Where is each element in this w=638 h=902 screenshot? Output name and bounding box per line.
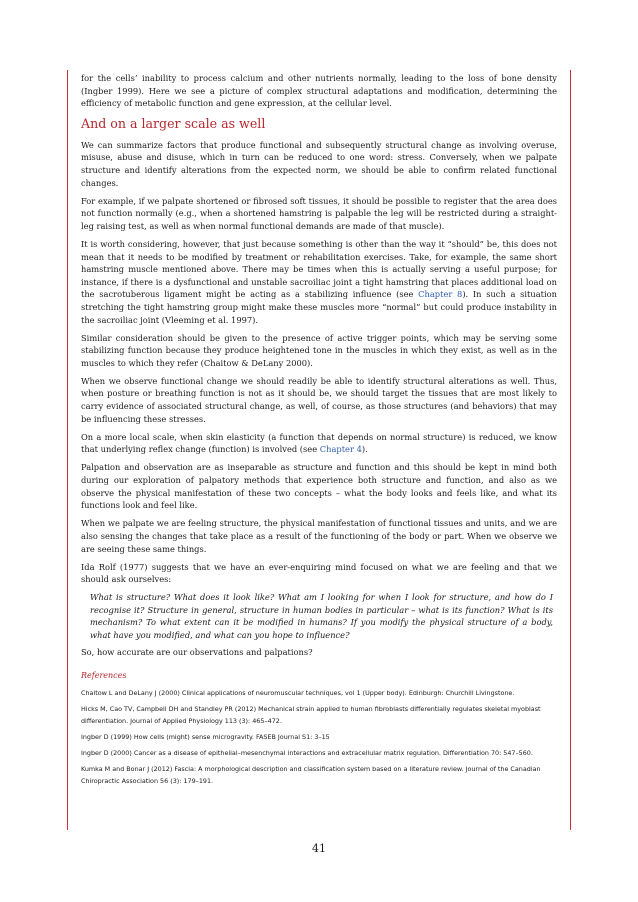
text-span: On a more local scale, when skin elasticity (a function that depends on normal structure) is reduced, we know that underlying reflex change (function) is involved (see xyxy=(81,431,557,455)
chapter-8-link[interactable]: Chapter 8 xyxy=(418,289,463,300)
right-margin-rule xyxy=(570,70,571,830)
paragraph xyxy=(81,238,557,326)
section-heading: And on a larger scale as well xyxy=(81,115,266,131)
block-quote: What is structure? What does it look like? What am I looking for when I look for structure, and how do I recognise it? Structure in general, structure in human bodies in particular – what is its function? What is its mechanism? To what extent can it be modified in humans? If you modify the physical structure of a body, what have you modified, and what can you hope to influence? xyxy=(90,592,553,641)
left-margin-rule xyxy=(67,70,68,830)
paragraph: Similar consideration should be given to the presence of active trigger points, which may be serving some stabilizing function because they produce heightened tone in the muscles in which they exist, as well as in the muscles to which they refer (Chaitow & DeLany 2000). xyxy=(81,332,557,368)
text-span: ). In such a situation stretching the tight hamstring group might make these muscles more “normal” but could produce instability in the sacroiliac joint (Vleeming et al. 1997). xyxy=(81,289,557,325)
paragraph: When we observe functional change we should readily be able to identify structural alterations as well. Thus, when posture or breathing function is not as it should be, we should target the tissues that are most likely to carry evidence of associated structural change, as well, of course, as those structures (and behaviors) that may be influencing these stresses. xyxy=(81,375,557,424)
reference-item: Ingber D (1999) How cells (might) sense microgravity. FASEB Journal S1: 3–15 xyxy=(81,733,330,742)
paragraph: So, how accurate are our observations and palpations? xyxy=(81,646,313,657)
paragraph xyxy=(81,431,557,456)
page-number: 41 xyxy=(312,842,326,855)
page-body xyxy=(81,72,557,792)
paragraph: Ida Rolf (1977) suggests that we have an ever-enquiring mind focused on what we are feeling and that we should ask ourselves: xyxy=(81,561,557,585)
text-span: ). xyxy=(361,444,368,455)
paragraph: When we palpate we are feeling structure, the physical manifestation of functional tissues and units, and we are also sensing the changes that take place as a result of the functioning of the body or part. When we observe we are seeing these same things. xyxy=(81,518,557,554)
paragraph: We can summarize factors that produce functional and subsequently structural change as involving overuse, misuse, abuse and disuse, which in turn can be reduced to one word: stress. Conversely, when we palpate structure and identify alterations from the expected norm, we should be able to confirm related functional changes. xyxy=(81,139,557,188)
reference-item: Kumka M and Bonar J (2012) Fascia: A morphological description and classification system based on a literature review. Journal of the Canadian Chiropractic Association 56 (3): 179–191. xyxy=(81,765,541,785)
reference-item: Hicks M, Cao TV, Campbell DH and Standley PR (2012) Mechanical strain applied to human fibroblasts differentially regulates skeletal myoblast differentiation. Journal of Applied Physiology 113 (3): 465–472. xyxy=(81,705,541,725)
paragraph: Palpation and observation are as inseparable as structure and function and this should be kept in mind both during our exploration of palpatory methods that experience both structure and function, and also as we observe the physical manifestation of these two concepts – what the body looks and feels like, and what its functions look and feel like. xyxy=(81,462,557,511)
chapter-4-link[interactable]: Chapter 4 xyxy=(319,444,362,455)
paragraph: for the cells’ inability to process calcium and other nutrients normally, leading to the loss of bone density (Ingber 1999). Here we see a picture of complex structural adaptations and modification, determining the efficiency of metabolic function and gene expression, at the cellular level. xyxy=(81,73,557,109)
reference-item: Chaitow L and DeLany J (2000) Clinical applications of neuromuscular techniques, vol 1 (Upper body). Edinburgh: Churchill Livingstone. xyxy=(81,689,515,698)
paragraph: For example, if we palpate shortened or fibrosed soft tissues, it should be possible to register that the area does not function normally (e.g., when a shortened hamstring is palpable the leg will be restricted during a straight-leg raising test, as well as when normal functional demands are made of that muscle). xyxy=(81,195,557,231)
references-heading: References xyxy=(81,671,127,681)
text-span: It is worth considering, however, that just because something is other than the way it “should” be, this does not mean that it needs to be modified by treatment or rehabilitation exercises. Take, for example, the same short hamstring muscle mentioned above. There may be times when this is actually serving a useful purpose; for instance, if there is a dysfunctional and unstable sacroiliac joint a tight hamstring that places additional load on the sacrotuberous ligament might be acting as a stabilizing influence (see xyxy=(81,238,557,300)
reference-item: Ingber D (2000) Cancer as a disease of epithelial–mesenchymal interactions and extracellular matrix regulation. Differentiation 70: 547–560. xyxy=(81,749,533,758)
